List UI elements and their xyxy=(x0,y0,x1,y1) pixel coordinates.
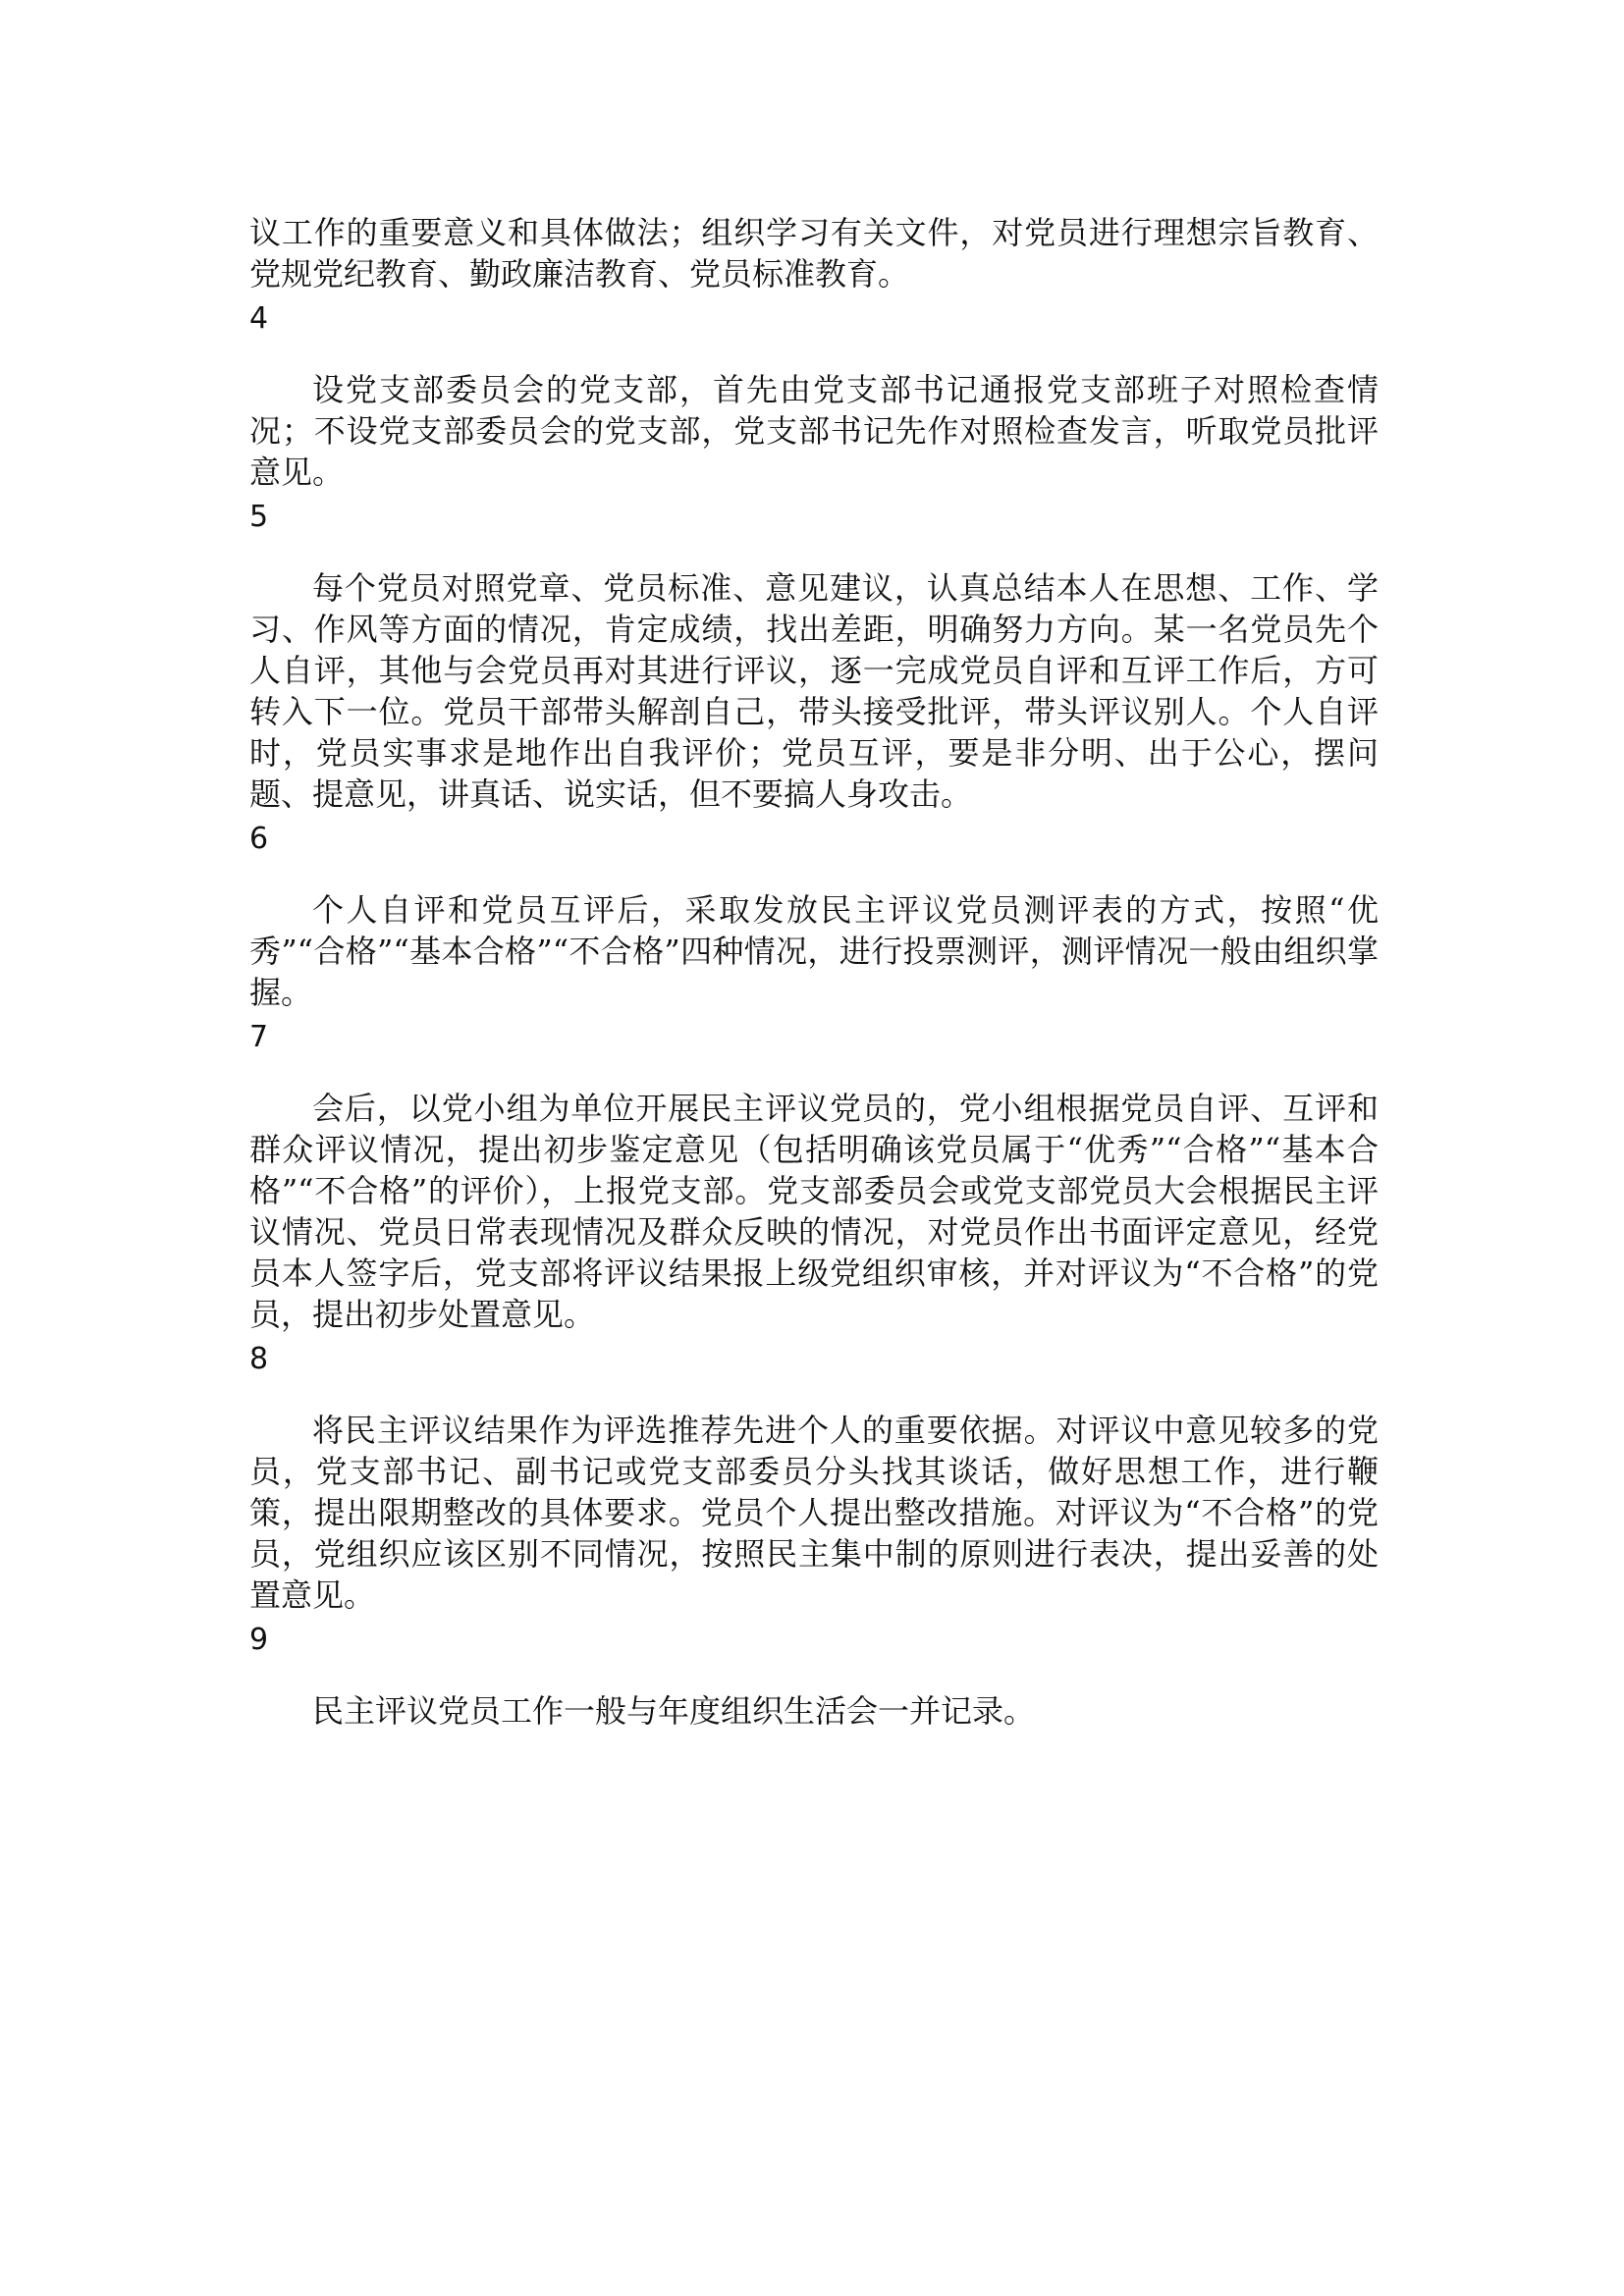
step-text-5: 每个党员对照党章、党员标准、意见建议，认真总结本人在思想、工作、学习、作风等方面的情况，肯定成绩，找出差距，明确努力方向。某一名党员先个人自评，其他与会党员再对其进行评议，逐一完成党员自评和互评工作后，方可转入下一位。党员干部带头解剖自己，带头接受批评，带头评议别人。个人自评时，党员实事求是地作出自我评价；党员互评，要是非分明、出于公心，摆问题、提意见，讲真话、说实话，但不要搞人身攻击。 xyxy=(249,569,1379,813)
step-text-4: 设党支部委员会的党支部，首先由党支部书记通报党支部班子对照检查情况；不设党支部委员会的党支部，党支部书记先作对照检查发言，听取党员批评意见。 xyxy=(249,371,1379,491)
step-text-9: 民主评议党员工作一般与年度组织生活会一并记录。 xyxy=(312,1692,1036,1730)
step-number-9: 9 xyxy=(249,1623,269,1657)
step-number-7: 7 xyxy=(249,1020,269,1054)
step-number-8: 8 xyxy=(249,1342,269,1376)
intro-paragraph: 议工作的重要意义和具体做法；组织学习有关文件，对党员进行理想宗旨教育、党规党纪教育、勤政廉洁教育、党员标准教育。 xyxy=(249,214,1379,293)
step-number-5: 5 xyxy=(249,500,269,534)
step-text-8: 将民主评议结果作为评选推荐先进个人的重要依据。对评议中意见较多的党员，党支部书记、副书记或党支部委员分头找其谈话，做好思想工作，进行鞭策，提出限期整改的具体要求。党员个人提出整改措施。对评议为“不合格”的党员，党组织应该区别不同情况，按照民主集中制的原则进行表决，提出妥善的处置意见。 xyxy=(249,1412,1379,1614)
step-number-6: 6 xyxy=(249,822,269,856)
document-body xyxy=(249,212,1379,1732)
step-text-6: 个人自评和党员互评后，采取发放民主评议党员测评表的方式，按照“优秀”“合格”“基本合格”“不合格”四种情况，进行投票测评，测评情况一般由组织掌握。 xyxy=(249,891,1379,1011)
step-text-7: 会后，以党小组为单位开展民主评议党员的，党小组根据党员自评、互评和群众评议情况，提出初步鉴定意见（包括明确该党员属于“优秀”“合格”“基本合格”“不合格”的评价），上报党支部。党支部委员会或党支部党员大会根据民主评议情况、党员日常表现情况及群众反映的情况，对党员作出书面评定意见，经党员本人签字后，党支部将评议结果报上级党组织审核，并对评议为“不合格”的党员，提出初步处置意见。 xyxy=(249,1090,1379,1333)
step-number-4: 4 xyxy=(249,301,269,336)
